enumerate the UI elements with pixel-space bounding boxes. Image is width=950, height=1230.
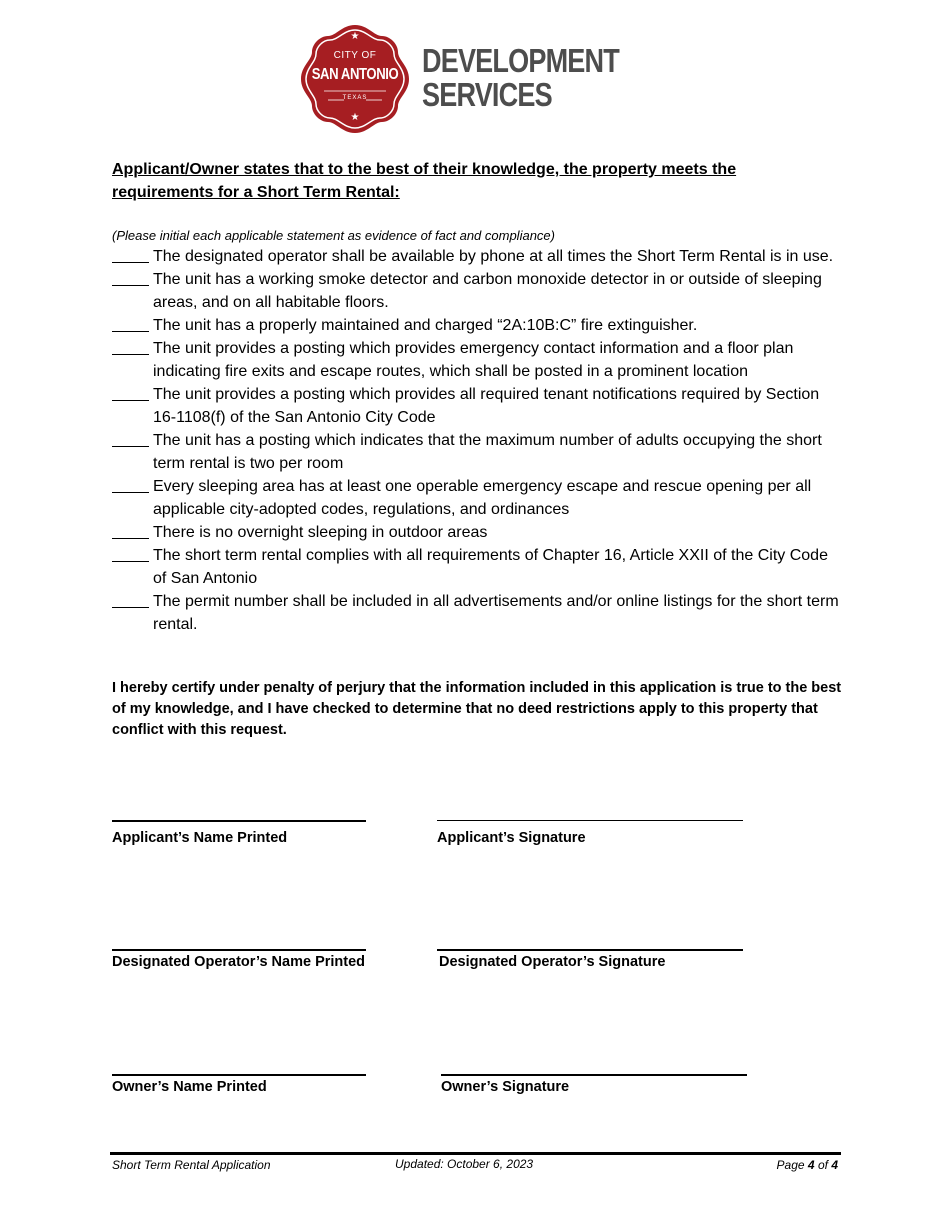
statement-text: The short term rental complies with all requirements of Chapter 16, Article XXII of the City Code of San Antonio <box>153 547 828 587</box>
statement-text: The unit provides a posting which provides all required tenant notifications required by Section 16-1108(f) of the San Antonio City Code <box>153 386 820 426</box>
statement-text: The unit has a posting which indicates that the maximum number of adults occupying the short term rental is two per room <box>153 432 822 472</box>
initial-blank[interactable] <box>112 400 149 401</box>
statement-item <box>112 544 842 590</box>
statement-item <box>112 521 842 544</box>
department-line-1: DEVELOPMENT <box>422 42 619 79</box>
statement-text: The designated operator shall be available by phone at all times the Short Term Rental is in use. <box>153 248 834 265</box>
operator-name-line[interactable] <box>112 949 366 951</box>
seal-state: TEXAS <box>342 95 368 101</box>
footer-updated: Updated: October 6, 2023 <box>395 1157 534 1171</box>
page-current: 4 <box>807 1158 815 1172</box>
page-prefix: Page <box>776 1158 805 1172</box>
statement-item <box>112 475 842 521</box>
operator-signature-label: Designated Operator’s Signature <box>439 954 666 970</box>
operator-name-label: Designated Operator’s Name Printed <box>112 954 366 970</box>
page-of: of <box>817 1158 828 1172</box>
statement-item <box>112 590 842 636</box>
initial-blank[interactable] <box>112 446 149 447</box>
department-line-2: SERVICES <box>422 76 552 113</box>
statement-item <box>112 245 842 268</box>
statement-text: The unit has a working smoke detector and carbon monoxide detector in or outside of sleeping areas, and on all habitable floors. <box>153 271 822 311</box>
statement-text: Every sleeping area has at least one operable emergency escape and rescue opening per all applicable city-adopted codes, regulations, and ordinances <box>153 478 812 518</box>
statement-item <box>112 268 842 314</box>
applicant-signature-label: Applicant’s Signature <box>437 830 586 846</box>
department-name <box>422 44 619 112</box>
statement-item <box>112 429 842 475</box>
initial-blank[interactable] <box>112 607 149 608</box>
page-total: 4 <box>831 1158 838 1172</box>
owner-signature-label: Owner’s Signature <box>441 1079 570 1095</box>
applicant-name-label: Applicant’s Name Printed <box>112 830 288 846</box>
statement-text: The permit number shall be included in all advertisements and/or online listings for the short term rental. <box>153 593 839 633</box>
footer-rule <box>110 1152 841 1155</box>
seal-city-of: CITY OF <box>333 50 377 61</box>
statement-item <box>112 383 842 429</box>
footer-page-number <box>777 1158 838 1172</box>
initial-blank[interactable] <box>112 538 149 539</box>
initial-blank[interactable] <box>112 354 149 355</box>
owner-name-line[interactable] <box>112 1074 366 1076</box>
statement-text: The unit provides a posting which provides emergency contact information and a floor plan indicating fire exits and escape routes, which shall be posted in a prominent location <box>153 340 794 380</box>
seal-city-name: SAN ANTONIO <box>311 66 399 83</box>
statement-item <box>112 314 842 337</box>
initial-blank[interactable] <box>112 492 149 493</box>
footer-form-name: Short Term Rental Application <box>112 1158 271 1172</box>
department-logo <box>298 22 618 136</box>
owner-name-label: Owner’s Name Printed <box>112 1079 267 1095</box>
star-icon: ★ <box>350 31 360 42</box>
initial-blank[interactable] <box>112 262 149 263</box>
operator-signature-line[interactable] <box>437 949 743 951</box>
statement-item <box>112 337 842 383</box>
statement-text: The unit has a properly maintained and charged “2A:10B:C” fire extinguisher. <box>153 317 698 334</box>
certification-statement: I hereby certify under penalty of perjury that the information included in this application is true to the best of my knowledge, and I have checked to determine that no deed restrictions apply to this property that conflict with this request. <box>112 680 842 738</box>
applicant-name-line[interactable] <box>112 820 366 822</box>
statement-text: There is no overnight sleeping in outdoor areas <box>153 524 488 541</box>
section-heading: Applicant/Owner states that to the best of their knowledge, the property meets the requirements for a Short Term Rental: <box>112 161 737 201</box>
applicant-signature-line[interactable] <box>437 820 743 821</box>
initial-blank[interactable] <box>112 331 149 332</box>
statement-list <box>112 245 842 636</box>
initial-instruction: (Please initial each applicable statement as evidence of fact and compliance) <box>112 228 555 243</box>
owner-signature-line[interactable] <box>441 1074 747 1076</box>
initial-blank[interactable] <box>112 561 149 562</box>
star-icon: ★ <box>350 112 360 123</box>
initial-blank[interactable] <box>112 285 149 286</box>
